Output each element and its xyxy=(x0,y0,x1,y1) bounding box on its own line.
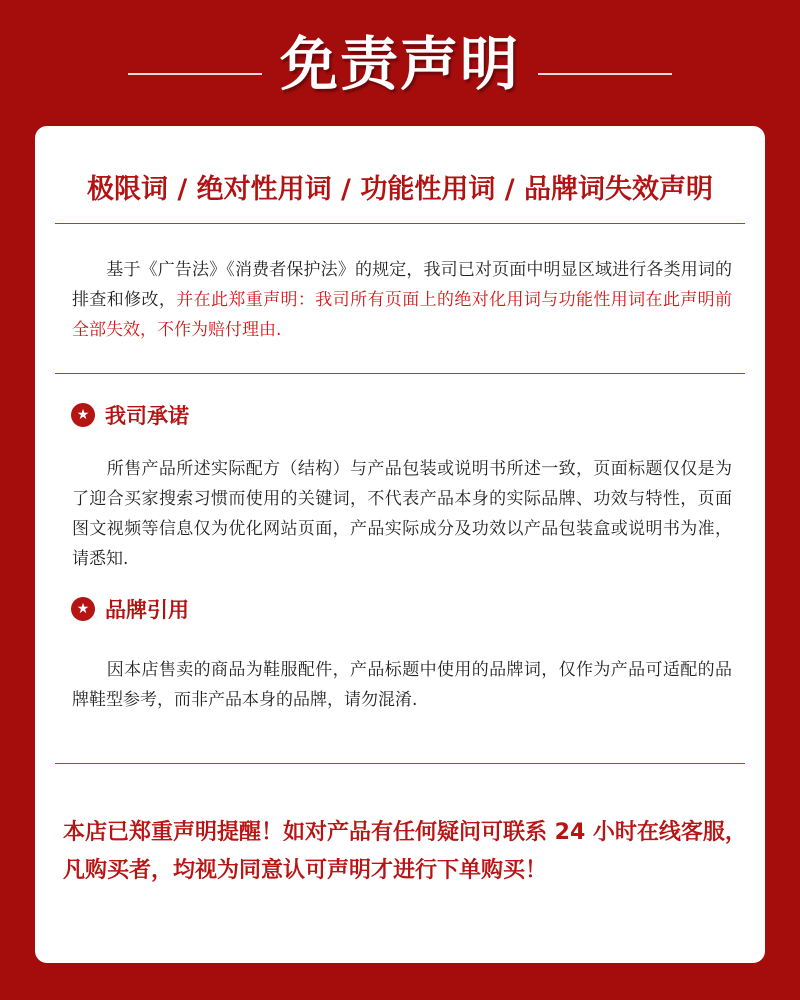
intro-highlight: 并在此郑重声明：我司所有页面上的绝对化用词与功能性用词在此声明前全部失效，不作为赔付理由. xyxy=(72,290,733,340)
divider xyxy=(55,223,745,224)
intro-paragraph xyxy=(72,255,732,345)
commitment-paragraph: 所售产品所述实际配方（结构）与产品包装或说明书所述一致，页面标题仅仅是为了迎合买家搜索习惯而使用的关键词，不代表产品本身的实际品牌、功效与特性，页面图文视频等信息仅为优化网站页面，产品实际成分及功效以产品包装盒或说明书为准，请悉知. xyxy=(72,459,732,569)
section-header-commitment xyxy=(71,400,189,430)
page-title: 免责声明 xyxy=(279,30,520,98)
footer-notice: 本店已郑重声明提醒！如对产品有任何疑问可联系 24 小时在线客服，凡购买者，均视为同意认可声明才进行下单购买！ xyxy=(63,820,747,883)
divider xyxy=(55,373,745,374)
section-header-brand xyxy=(71,594,189,624)
header xyxy=(0,0,800,126)
star-icon: ★ xyxy=(71,597,95,621)
star-icon: ★ xyxy=(71,403,95,427)
subtitle: 极限词 / 绝对性用词 / 功能性用词 / 品牌词失效声明 xyxy=(87,174,713,205)
intro-text: 基于《广告法》《消费者保护法》的规定，我司已对页面中明显区域进行各类用词的排查和修改， xyxy=(72,260,732,310)
brand-paragraph: 因本店售卖的商品为鞋服配件，产品标题中使用的品牌词，仅作为产品可适配的品牌鞋型参考，而非产品本身的品牌，请勿混淆. xyxy=(72,660,732,710)
section-title: 品牌引用 xyxy=(105,598,189,622)
section-title: 我司承诺 xyxy=(105,404,189,428)
divider xyxy=(55,763,745,764)
header-right-line xyxy=(538,73,672,75)
disclaimer-card xyxy=(35,126,765,963)
